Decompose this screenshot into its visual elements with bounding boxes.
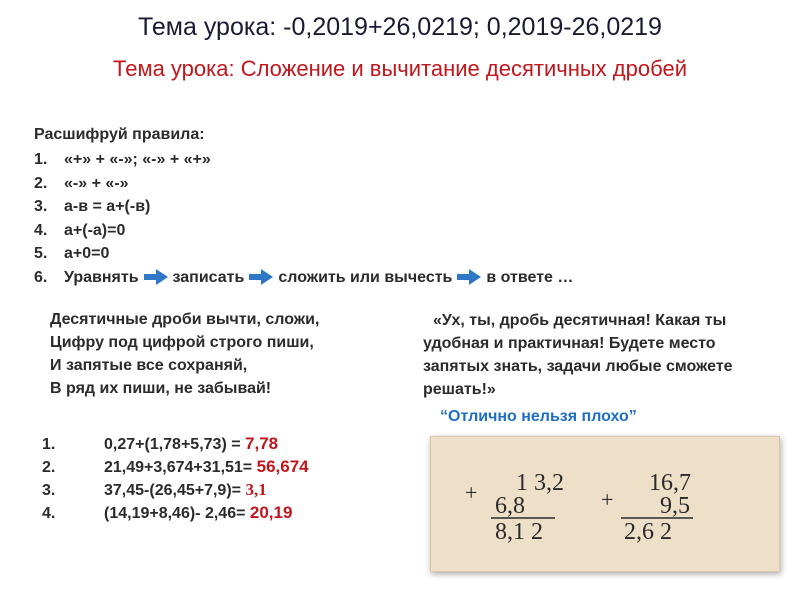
rule-number: 3. bbox=[34, 198, 48, 215]
rules-list bbox=[34, 148, 573, 289]
column-addition-card bbox=[430, 436, 780, 572]
poem bbox=[50, 308, 319, 400]
poem-line: Цифру под цифрой строго пиши, bbox=[50, 334, 314, 351]
addend-top: 1 3,2 bbox=[516, 470, 564, 496]
step-write: записать bbox=[172, 268, 245, 286]
column-example-1 bbox=[465, 470, 564, 545]
task-answer: 56,674 bbox=[256, 457, 309, 476]
task-row bbox=[42, 501, 309, 524]
task-expression: (14,19+8,46)- 2,46= bbox=[104, 505, 246, 522]
sum-result: 2,6 2 bbox=[624, 519, 672, 545]
plus-sign: + bbox=[601, 487, 614, 512]
rule-text: а+(-а)=0 bbox=[64, 221, 126, 239]
quote bbox=[423, 309, 773, 401]
task-number: 3. bbox=[42, 482, 56, 499]
task-answer: 7,78 bbox=[245, 434, 279, 453]
step-answer: в ответе … bbox=[486, 268, 574, 286]
column-addition-examples bbox=[431, 437, 779, 571]
task-number: 4. bbox=[42, 505, 56, 522]
plus-sign: + bbox=[465, 480, 478, 505]
poem-line: И запятые все сохраняй, bbox=[50, 357, 248, 374]
rule-number: 2. bbox=[34, 174, 48, 192]
rule-text: «-» + «-» bbox=[64, 174, 129, 192]
addend-bottom: 6,8 bbox=[495, 493, 525, 519]
rule-number: 6. bbox=[34, 268, 48, 286]
rules-heading: Расшифруй правила: bbox=[34, 126, 205, 143]
rule-item bbox=[34, 242, 573, 266]
task-row bbox=[42, 455, 309, 478]
rule-item-steps bbox=[34, 266, 573, 290]
step-equalize: Уравнять bbox=[64, 268, 139, 286]
addend-top: 16,7 bbox=[649, 470, 691, 496]
task-answer: 20,19 bbox=[249, 503, 293, 522]
rule-item bbox=[34, 219, 573, 243]
right-arrow-icon bbox=[456, 268, 482, 286]
column-example-2 bbox=[601, 470, 693, 545]
rule-text: а-в = а+(-в) bbox=[64, 198, 151, 215]
lesson-subtitle: Тема урока: Сложение и вычитание десятичных дробей bbox=[113, 56, 687, 81]
addend-bottom: 9,5 bbox=[660, 493, 690, 519]
right-arrow-icon bbox=[248, 268, 274, 286]
rule-number: 5. bbox=[34, 245, 48, 262]
task-number: 1. bbox=[42, 436, 56, 453]
step-compute: сложить или вычесть bbox=[278, 268, 453, 286]
right-arrow-icon bbox=[143, 268, 169, 286]
rule-item bbox=[34, 172, 573, 196]
rule-number: 4. bbox=[34, 221, 48, 239]
quote-text: «Ух, ты, дробь десятичная! Какая ты удобная и практичная! Будете место запятых знать, задачи любые сможете решать!» bbox=[423, 312, 733, 398]
rule-item bbox=[34, 148, 573, 172]
task-list bbox=[42, 432, 309, 524]
task-expression: 21,49+3,674+31,51= bbox=[104, 459, 253, 476]
task-number: 2. bbox=[42, 459, 56, 476]
task-row bbox=[42, 478, 309, 501]
task-row bbox=[42, 432, 309, 455]
lesson-title: Тема урока: -0,2019+26,0219; 0,2019-26,0219 bbox=[138, 13, 662, 41]
task-answer: 3,1 bbox=[245, 480, 267, 499]
rule-text: «+» + «-»; «-» + «+» bbox=[64, 151, 211, 168]
task-expression: 0,27+(1,78+5,73) = bbox=[104, 436, 241, 453]
poem-line: В ряд их пиши, не забывай! bbox=[50, 380, 272, 397]
poem-line: Десятичные дроби вычти, сложи, bbox=[50, 311, 320, 328]
rules-block bbox=[34, 126, 573, 289]
task-expression: 37,45-(26,45+7,9)= bbox=[104, 482, 241, 499]
motto: “Отлично нельзя плохо” bbox=[440, 408, 637, 425]
rule-number: 1. bbox=[34, 151, 48, 168]
sum-result: 8,1 2 bbox=[495, 519, 543, 545]
rule-text: а+0=0 bbox=[64, 245, 110, 262]
rule-item bbox=[34, 195, 573, 219]
